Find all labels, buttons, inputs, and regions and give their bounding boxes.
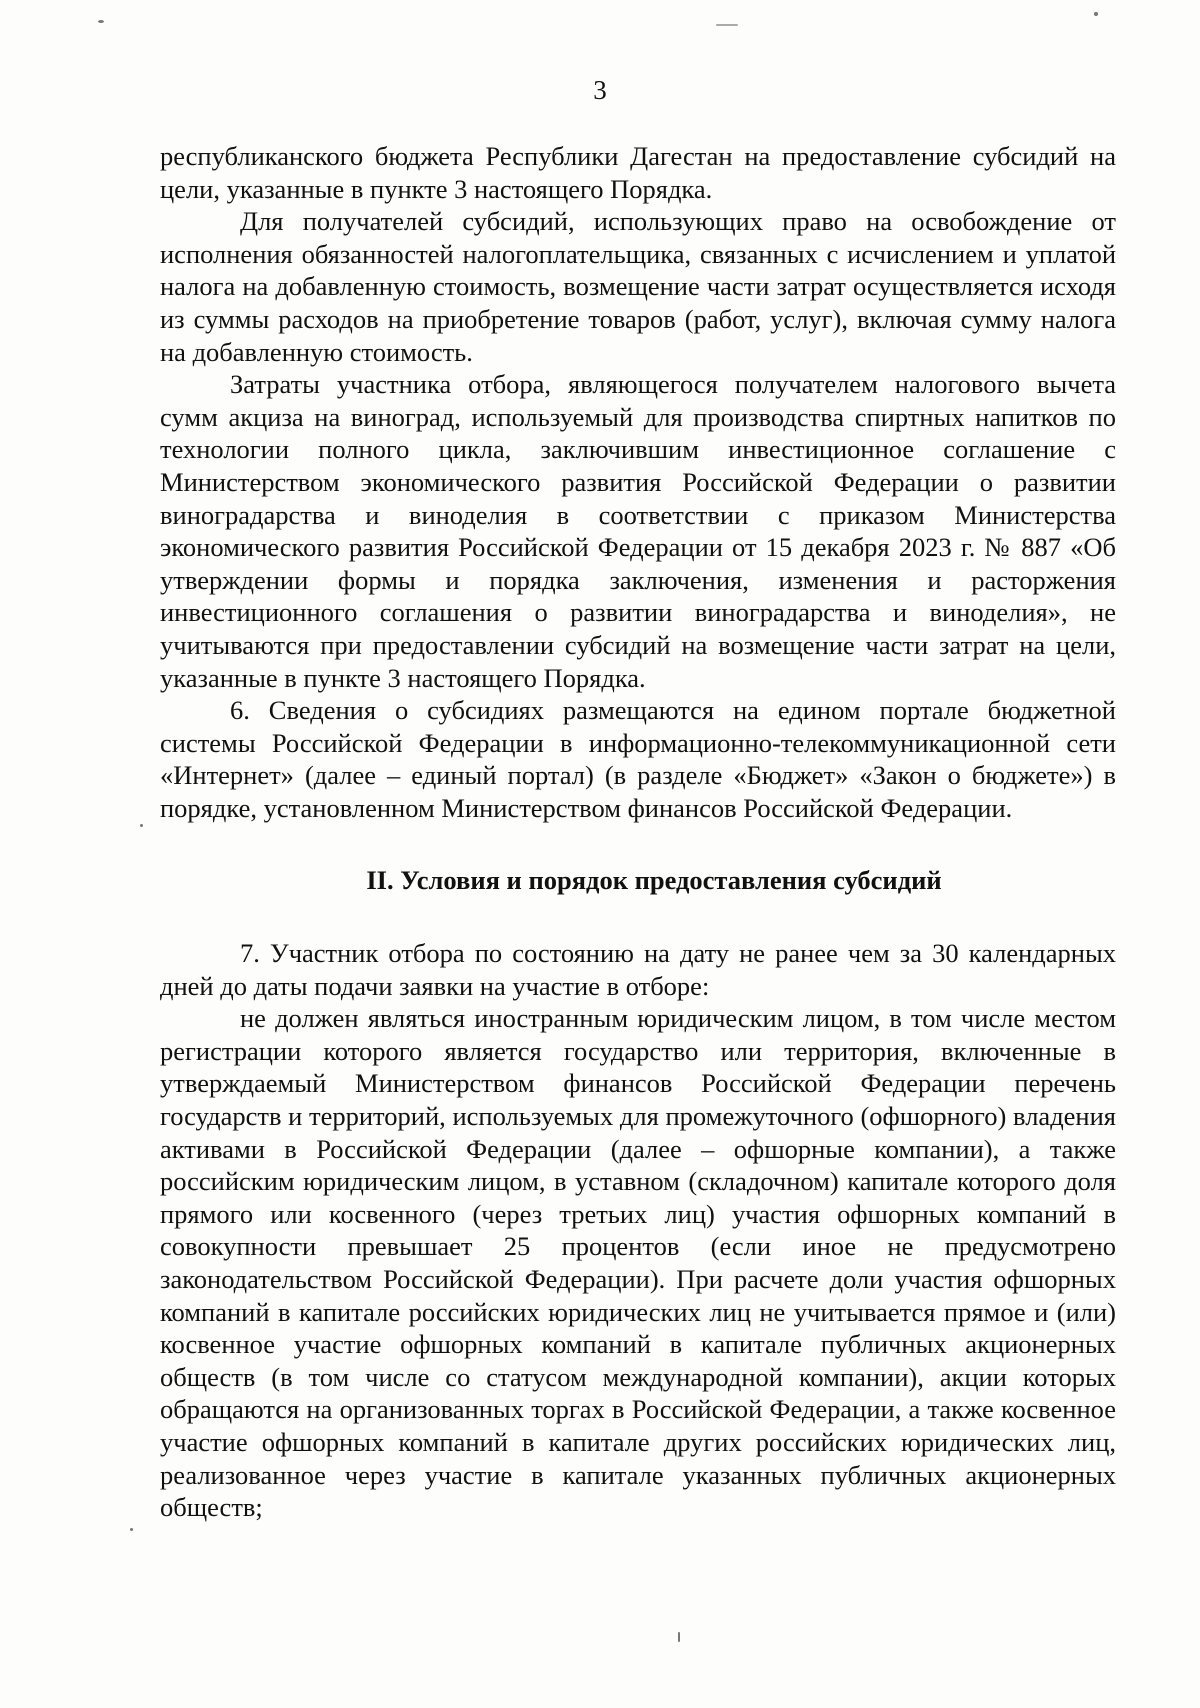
paragraph-item-7: 7. Участник отбора по состоянию на дату не ранее чем за 30 календарных дней до даты подачи заявки на участие в отборе: — [160, 938, 1116, 1001]
document-body — [160, 140, 1116, 1524]
section-heading: II. Условия и порядок предоставления субсидий — [366, 865, 942, 896]
scan-speck — [716, 24, 738, 26]
paragraph-offshore-requirement: не должен являться иностранным юридическим лицом, в том числе местом регистрации которого является государство или территория, включенные в утверждаемый Министерством финансов Российской Федерации перечень государств и территорий, используемых для промежуточного (офшорного) владения активами в Российской Федерации (далее – офшорные компании), а также российским юридическим лицом, в уставном (складочном) капитале которого доля прямого или косвенного (через третьих лиц) участия офшорных компаний в совокупности превышает 25 процентов (если иное не предусмотрено законодательством Российской Федерации). При расчете доли участия офшорных компаний в капитале российских юридических лиц не учитывается прямое и (или) косвенное участие офшорных компаний в капитале публичных акционерных обществ (в том числе со статусом международной компании), акции которых обращаются на организованных торгах в Российской Федерации, а также косвенное участие офшорных компаний в капитале других российских юридических лиц, реализованное через участие в капитале указанных публичных акционерных обществ; — [160, 1003, 1116, 1523]
paragraph-budget-continuation: республиканского бюджета Республики Дагестан на предоставление субсидий на цели, указанные в пункте 3 настоящего Порядка. — [160, 141, 1116, 204]
scan-speck — [140, 824, 143, 827]
scan-speck — [678, 1632, 680, 1642]
paragraph-excise-deduction: Затраты участника отбора, являющегося получателем налогового вычета сумм акциза на виноград, используемый для производства спиртных напитков по технологии полного цикла, заключившим инвестиционное соглашение с Министерством экономического развития Российской Федерации о развитии виноградарства и виноделия в соответствии с приказом Министерства экономического развития Российской Федерации от 15 декабря 2023 г. № 887 «Об утверждении формы и порядка заключения, изменения и расторжения инвестиционного соглашения о развитии виноградарства и виноделия», не учитываются при предоставлении субсидий на возмещение части затрат на цели, указанные в пункте 3 настоящего Порядка. — [160, 369, 1116, 693]
paragraph-vat-exemption: Для получателей субсидий, использующих право на освобождение от исполнения обязанностей налогоплательщика, связанных с исчислением и уплатой налога на добавленную стоимость, возмещение части затрат осуществляется исходя из суммы расходов на приобретение товаров (работ, услуг), включая сумму налога на добавленную стоимость. — [160, 206, 1116, 367]
scan-speck — [98, 20, 104, 23]
page-number: 3 — [593, 75, 607, 105]
scan-speck — [130, 1528, 133, 1531]
paragraph-item-6: 6. Сведения о субсидиях размещаются на едином портале бюджетной системы Российской Федерации в информационно-телекоммуникационной сети «Интернет» (далее – единый портал) (в разделе «Бюджет» «Закон о бюджете») в порядке, установленном Министерством финансов Российской Федерации. — [160, 695, 1116, 823]
scan-speck — [1094, 12, 1098, 16]
